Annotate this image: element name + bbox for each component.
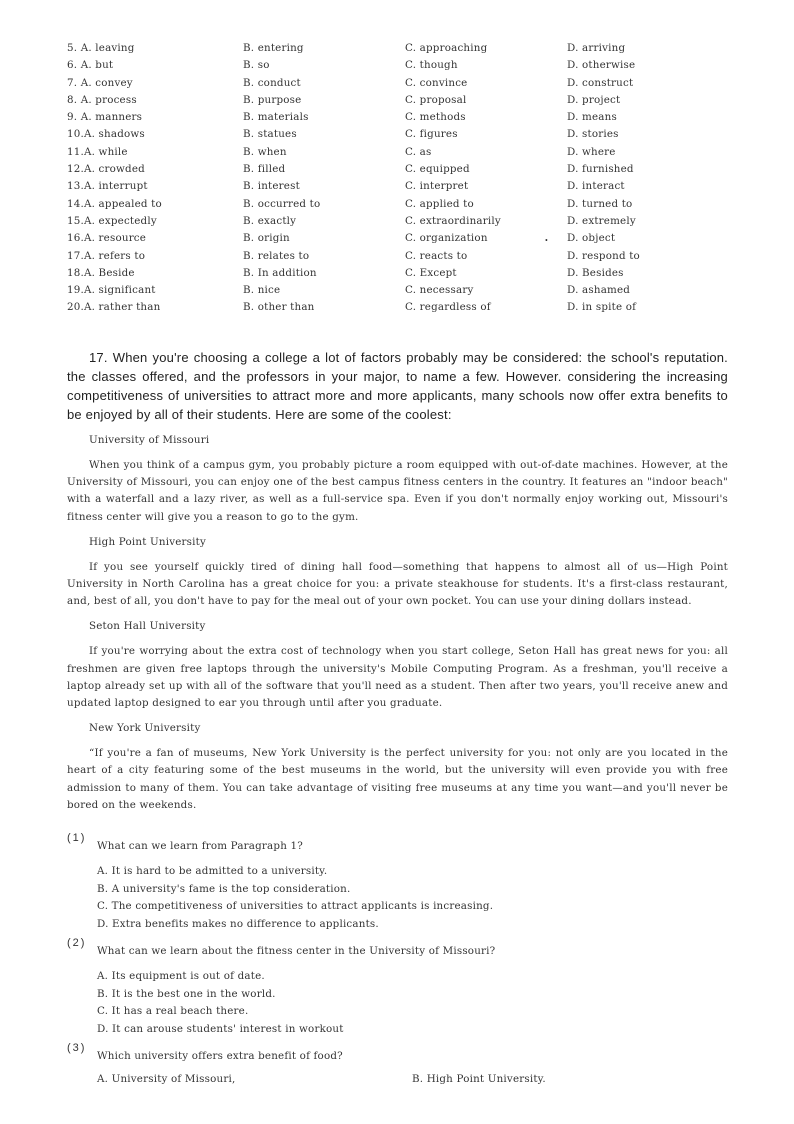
option-c: C. necessary xyxy=(405,284,474,297)
answer-option[interactable]: A. Its equipment is out of date. xyxy=(97,970,265,982)
option-d: D. respond to xyxy=(567,249,640,262)
option-a: 11.A. while xyxy=(67,145,128,158)
question-number: (1) xyxy=(67,832,87,844)
option-d: D. otherwise xyxy=(567,59,636,72)
option-a: 7. A. convey xyxy=(67,76,133,89)
option-b: B. entering xyxy=(243,42,304,54)
option-c: C. reacts to xyxy=(405,249,468,262)
question xyxy=(67,937,728,1038)
option-b: B. other than xyxy=(243,301,315,314)
option-row xyxy=(67,161,707,178)
option-d: D. means xyxy=(567,111,617,124)
option-c: C. organization xyxy=(405,232,488,245)
option-a: 6. A. but xyxy=(67,59,114,72)
option-b: B. statues xyxy=(243,128,297,141)
option-b: B. occurred to xyxy=(243,197,321,210)
option-b: B. when xyxy=(243,145,287,158)
option-c: C. approaching xyxy=(405,42,488,54)
section-heading: New York University xyxy=(89,722,201,735)
option-row xyxy=(67,265,707,282)
answer-option[interactable]: C. It has a real beach there. xyxy=(97,1005,249,1017)
answer-option[interactable]: B. It is the best one in the world. xyxy=(97,987,276,1000)
option-d: D. stories xyxy=(567,128,619,141)
section-heading: University of Missouri xyxy=(89,434,210,446)
option-b: B. origin xyxy=(243,232,290,245)
option-row xyxy=(67,40,707,57)
questions xyxy=(67,832,728,1089)
section-paragraph: If you see yourself quickly tired of dining hall food—something that happens to almost all of us—High Point University in North Carolina has a great choice for you: a private steakhouse for students. It's a first-class restaurant, and, best of all, you don't have to pay for the meal out of your own pocket. You can use your dining dollars instead. xyxy=(67,560,728,608)
option-c: C. equipped xyxy=(405,163,470,176)
option-d: D. furnished xyxy=(567,163,634,176)
option-a: 9. A. manners xyxy=(67,111,143,124)
option-a: 14.A. appealed to xyxy=(67,197,162,210)
option-d: D. turned to xyxy=(567,197,633,210)
answer-option[interactable]: A. University of Missouri, xyxy=(97,1073,236,1085)
option-a: 17.A. refers to xyxy=(67,249,146,262)
stray-dot: • xyxy=(545,236,548,245)
option-d: D. project xyxy=(567,93,621,106)
section-paragraph: “If you're a fan of museums, New York University is the perfect university for you: not only are you located in the heart of a city featuring some of the best museums in the world, but the university will even provide you with free admission to many of them. You can take advantage of visiting free museums at any time you want—and you'll never be bored on the weekends. xyxy=(67,747,728,811)
option-c: C. methods xyxy=(405,111,466,124)
section-heading: High Point University xyxy=(89,535,206,548)
option-row xyxy=(67,92,707,109)
option-c: C. regardless of xyxy=(405,301,491,314)
option-a: 8. A. process xyxy=(67,93,137,106)
option-row xyxy=(67,196,707,213)
option-d: D. extremely xyxy=(567,214,636,227)
option-row xyxy=(67,213,707,230)
option-d: D. object xyxy=(567,232,616,245)
option-b: B. conduct xyxy=(243,76,301,89)
option-a: 20.A. rather than xyxy=(67,301,161,314)
option-b: B. filled xyxy=(243,163,286,176)
option-b: B. interest xyxy=(243,180,300,193)
option-row xyxy=(67,178,707,195)
option-row xyxy=(67,75,707,92)
answer-option[interactable]: D. It can arouse students' interest in workout xyxy=(97,1022,344,1035)
option-b: B. so xyxy=(243,59,270,72)
section-heading: Seton Hall University xyxy=(89,620,206,633)
option-b: B. nice xyxy=(243,284,281,297)
option-c: C. as xyxy=(405,145,432,158)
option-a: 15.A. expectedly xyxy=(67,214,157,227)
option-d: D. in spite of xyxy=(567,301,637,314)
answer-option[interactable]: B. A university's fame is the top consideration. xyxy=(97,882,351,895)
question xyxy=(67,1042,728,1085)
option-a: 5. A. leaving xyxy=(67,42,135,54)
answer-option[interactable]: B. High Point University. xyxy=(412,1073,546,1085)
option-row xyxy=(67,109,707,126)
option-b: B. relates to xyxy=(243,249,310,262)
option-c: C. figures xyxy=(405,128,458,141)
option-row xyxy=(67,126,707,143)
option-c: C. applied to xyxy=(405,197,474,210)
option-c: C. extraordinarily xyxy=(405,214,501,227)
option-d: D. Besides xyxy=(567,266,624,279)
option-d: D. construct xyxy=(567,76,634,89)
option-d: D. interact xyxy=(567,180,625,193)
option-b: B. materials xyxy=(243,111,309,124)
option-d: D. arriving xyxy=(567,42,626,54)
option-a: 12.A. crowded xyxy=(67,163,145,176)
question-number: (2) xyxy=(67,937,87,949)
option-row xyxy=(67,230,707,247)
cloze-options xyxy=(67,40,707,317)
option-row xyxy=(67,57,707,74)
option-a: 16.A. resource xyxy=(67,232,147,245)
reading-passage xyxy=(67,348,728,822)
answer-option[interactable]: D. Extra benefits makes no difference to applicants. xyxy=(97,917,379,930)
question-text: Which university offers extra benefit of food? xyxy=(97,1050,343,1062)
option-row xyxy=(67,299,707,316)
section-paragraph: If you're worrying about the extra cost of technology when you start college, Seton Hall has great news for you: all freshmen are given free laptops through the university's Mobile Computing Program. As a freshman, you'll receive a laptop already set up with all of the software that you'll need as a student. Then after two years, you'll receive anew and updated laptop designed to ear you through until after you graduate. xyxy=(67,645,728,710)
option-c: C. proposal xyxy=(405,93,467,106)
option-b: B. purpose xyxy=(243,93,302,106)
section-paragraph: When you think of a campus gym, you probably picture a room equipped with out-of-date machines. However, at the University of Missouri, you can enjoy one of the best campus fitness centers in the country. It features an "indoor beach" with a waterfall and a lazy river, as well as a full-service spa. Even if you don't normally enjoy working out, Missouri's fitness center will give you a reason to go to the gym. xyxy=(67,459,728,523)
question-text: What can we learn from Paragraph 1? xyxy=(97,840,303,852)
option-c: C. Except xyxy=(405,266,457,279)
option-c: C. convince xyxy=(405,76,468,89)
question xyxy=(67,832,728,933)
option-row xyxy=(67,282,707,299)
option-d: D. where xyxy=(567,145,616,158)
option-b: B. exactly xyxy=(243,214,297,227)
option-row xyxy=(67,248,707,265)
option-a: 19.A. significant xyxy=(67,284,156,297)
option-a: 18.A. Beside xyxy=(67,266,135,279)
option-c: C. interpret xyxy=(405,180,469,193)
passage-intro: 17. When you're choosing a college a lot of factors probably may be considered: the school's reputation. the classes offered, and the professors in your major, to name a few. However. considering the increasing competitiveness of universities to attract more and more applicants, many schools now offer extra benefits to be enjoyed by all of their students. Here are some of the coolest: xyxy=(67,350,728,422)
option-c: C. though xyxy=(405,59,458,72)
option-a: 10.A. shadows xyxy=(67,128,145,141)
option-row xyxy=(67,144,707,161)
question-text: What can we learn about the fitness center in the University of Missouri? xyxy=(97,945,496,957)
answer-option[interactable]: C. The competitiveness of universities to attract applicants is increasing. xyxy=(97,900,494,912)
option-d: D. ashamed xyxy=(567,284,631,297)
question-number: (3) xyxy=(67,1042,87,1054)
option-a: 13.A. interrupt xyxy=(67,180,148,193)
answer-option[interactable]: A. It is hard to be admitted to a university. xyxy=(97,865,328,877)
option-b: B. In addition xyxy=(243,266,317,279)
